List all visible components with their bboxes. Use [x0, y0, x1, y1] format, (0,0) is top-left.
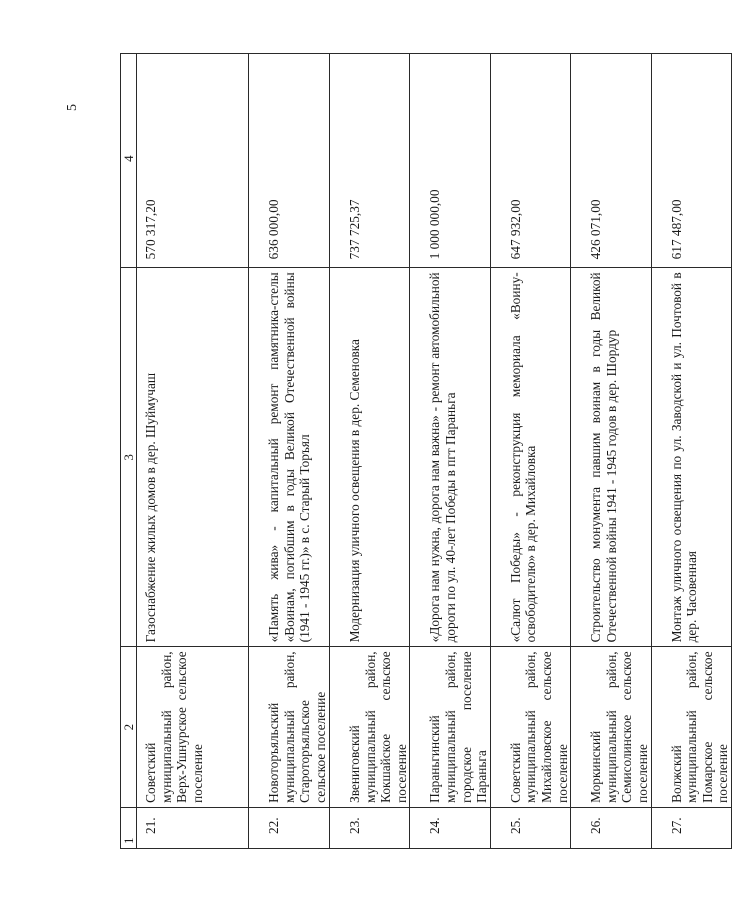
locality-cell: Звениговский муниципальный район, Кокшайское сельское поселение	[330, 647, 410, 807]
amount-cell: 426 071,00	[571, 54, 651, 268]
column-header-4: 4	[121, 54, 137, 268]
row-number: 22.	[249, 807, 330, 848]
row-number: 27.	[651, 807, 731, 848]
row-number: 25.	[490, 807, 570, 848]
amount-cell: 570 317,20	[137, 54, 249, 268]
project-cell: Строительство монумента павшим воинам в годы Великой Отечественной войны 1941 - 1945 годов в дер. Шордур	[571, 268, 651, 647]
project-cell: «Память жива» - капитальный ремонт памятника-стелы «Воинам, погибшим в годы Великой Отечественной войны (1941 - 1945 гг.)» в с. Старый Торъял	[249, 268, 330, 647]
table-row	[137, 54, 249, 849]
project-cell: «Дорога нам нужна, дорога нам важна» - ремонт автомобильной дороги по ул. 40-лет Победы в пгт Параньга	[410, 268, 490, 647]
locality-cell: Советский муниципальный район, Михайловское сельское поселение	[490, 647, 570, 807]
amount-cell: 617 487,00	[651, 54, 731, 268]
table-row	[490, 54, 570, 849]
locality-cell: Советский муниципальный район, Верх-Ушнурское сельское поселение	[137, 647, 249, 807]
row-number: 23.	[330, 807, 410, 848]
project-cell: Модернизация уличного освещения в дер. Семеновка	[330, 268, 410, 647]
row-number: 24.	[410, 807, 490, 848]
table-row	[410, 54, 490, 849]
table-row	[330, 54, 410, 849]
amount-cell: 737 725,37	[330, 54, 410, 268]
table-row	[651, 54, 731, 849]
column-header-2: 2	[121, 647, 137, 807]
locality-cell: Параньгинский муниципальный район, городское поселение Параньга	[410, 647, 490, 807]
amount-cell: 1 000 000,00	[410, 54, 490, 268]
project-cell: Газоснабжение жилых домов в дер. Шуймучаш	[137, 268, 249, 647]
table-row	[249, 54, 330, 849]
column-header-3: 3	[121, 268, 137, 647]
amount-cell: 636 000,00	[249, 54, 330, 268]
row-number: 21.	[137, 807, 249, 848]
project-cell: «Салют Победы» - реконструкция мемориала «Воину-освободителю» в дер. Михайловка	[490, 268, 570, 647]
table-row	[571, 54, 651, 849]
locality-cell: Моркинский муниципальный район, Семисолинское сельское поселение	[571, 647, 651, 807]
locality-cell: Новоторъяльский муниципальный район, Староторъяльское сельское поселение	[249, 647, 330, 807]
amount-cell: 647 932,00	[490, 54, 570, 268]
row-number: 26.	[571, 807, 651, 848]
table-header-row	[121, 54, 137, 849]
locality-cell: Волжский муниципальный район, Помарское сельское поселение	[651, 647, 731, 807]
project-cell: Монтаж уличного освещения по ул. Заводской и ул. Почтовой в дер. Часовенная	[651, 268, 731, 647]
column-header-1: 1	[121, 807, 137, 848]
projects-table	[120, 53, 732, 849]
page-number: 5	[65, 104, 80, 111]
